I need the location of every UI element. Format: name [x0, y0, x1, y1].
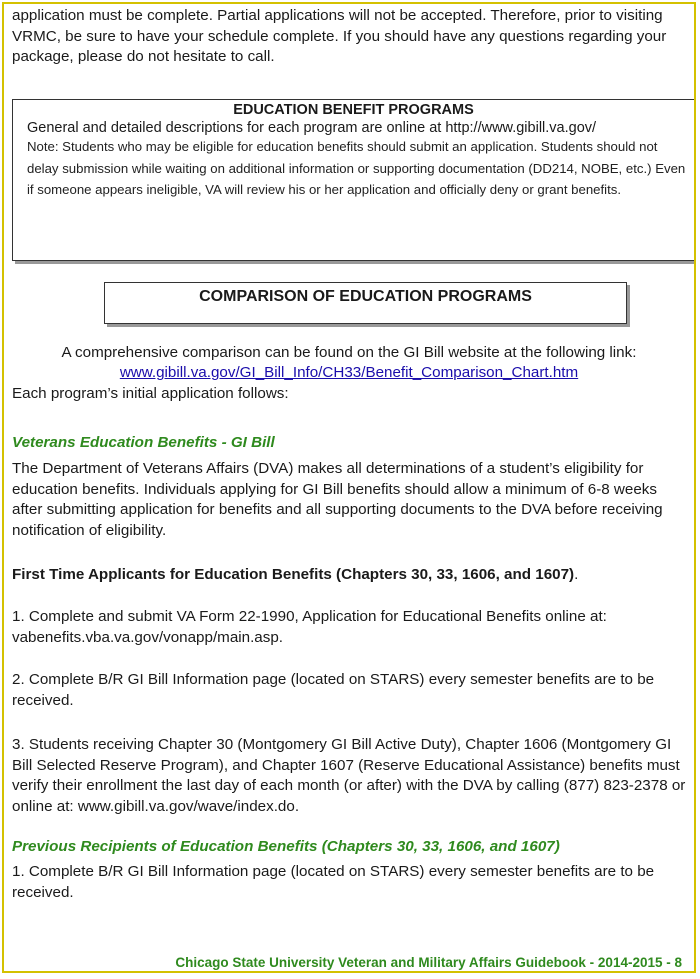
education-box-note: Note: Students who may be eligible for education benefits should submit an application. Students should not delay submission while waiting on additional information or supporting documentation (DD214, NOBE, etc.) Even if someone appears ineligible, VA will review his or her application and officially deny or grant benefits.: [27, 139, 686, 197]
step-2: 2. Complete B/R GI Bill Information page (located on STARS) every semester benefits are to be received.: [12, 671, 655, 709]
education-benefit-programs-box: [12, 99, 695, 261]
veterans-paragraph: The Department of Veterans Affairs (DVA) makes all determinations of a student’s eligibility for education benefits. Individuals applying for GI Bill benefits should allow a minimum of 6-8 weeks after submitting application for benefits and all supporting documents to the DVA before receiving notification of eligibility.: [12, 460, 663, 539]
previous-step-1: 1. Complete B/R GI Bill Information page (located on STARS) every semester benefits are to be received.: [12, 863, 655, 901]
step-3: 3. Students receiving Chapter 30 (Montgomery GI Bill Active Duty), Chapter 1606 (Montgomery GI Bill Selected Reserve Program), and Chapter 1607 (Reserve Educational Assistance) benefits must verify their enrollment the last day of each month (or after) with the DVA by calling (877) 823-2378 or online at: www.gibill.va.gov/wave/index.do.: [12, 736, 686, 815]
education-box-title: EDUCATION BENEFIT PROGRAMS: [233, 102, 474, 118]
intro-paragraph: application must be complete. Partial applications will not be accepted. Therefore, prior to visiting VRMC, be sure to have your schedule complete. If you should have any questions regarding your package, please do not hesitate to call.: [12, 7, 667, 65]
page-footer: Chicago State University Veteran and Military Affairs Guidebook - 2014-2015 - 8: [175, 955, 682, 970]
first-time-heading-period: .: [574, 566, 579, 583]
each-program-text: Each program’s initial application follows:: [12, 385, 289, 402]
document-page: [2, 2, 696, 973]
comparison-link-line: [12, 363, 686, 384]
first-time-heading-line: [12, 566, 578, 583]
previous-heading: Previous Recipients of Education Benefits (Chapters 30, 33, 1606, and 1607): [12, 838, 560, 855]
veterans-heading: Veterans Education Benefits - GI Bill: [12, 434, 275, 451]
comparison-chart-link[interactable]: www.gibill.va.gov/GI_Bill_Info/CH33/Benefit_Comparison_Chart.htm: [119, 364, 579, 381]
step-1: 1. Complete and submit VA Form 22-1990, Application for Educational Benefits online at: vabenefits.vba.va.gov/vonapp/main.asp.: [12, 608, 607, 646]
first-time-heading: First Time Applicants for Education Benefits (Chapters 30, 33, 1606, and 1607): [12, 566, 575, 583]
comparison-title-box: COMPARISON OF EDUCATION PROGRAMS: [104, 282, 627, 324]
comparison-text: A comprehensive comparison can be found on the GI Bill website at the following link:: [61, 344, 637, 361]
education-box-description: General and detailed descriptions for each program are online at http://www.gibill.va.gov/: [27, 120, 597, 136]
